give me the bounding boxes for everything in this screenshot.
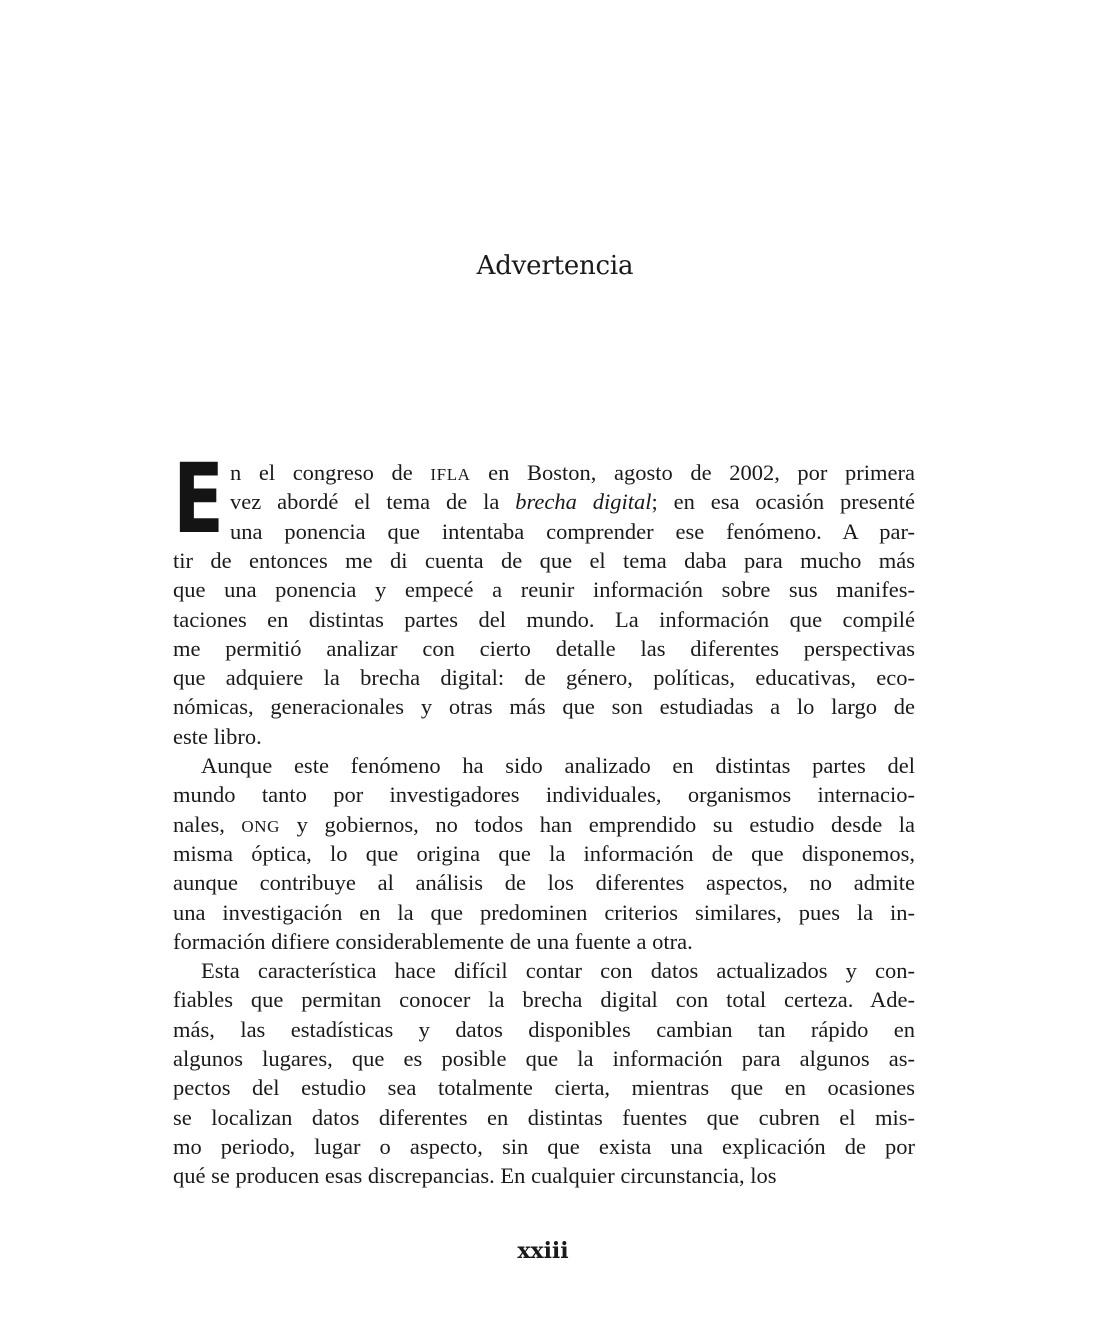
text-line	[230, 487, 915, 516]
page-number: xxiii	[517, 1238, 569, 1264]
text-line	[173, 780, 915, 809]
text-segment: qué se producen esas discrepancias. En cualquier circunstancia, los	[173, 1163, 777, 1189]
text-segment: mundo tanto por investigadores individuales, organismos internacio-	[173, 782, 915, 808]
text-line	[173, 1161, 915, 1190]
text-segment: n el congreso de	[230, 460, 431, 485]
text-line	[173, 546, 915, 575]
text-line	[173, 927, 915, 956]
text-segment: que adquiere la brecha digital: de género, políticas, educativas, eco-	[173, 665, 915, 691]
text-segment: taciones en distintas partes del mundo. La información que compilé	[173, 606, 915, 632]
text-line	[173, 1044, 915, 1073]
text-line	[173, 663, 915, 692]
text-line	[173, 722, 915, 751]
text-segment: Esta característica hace difícil contar con datos actualizados y con-	[201, 958, 915, 984]
drop-cap	[173, 443, 224, 555]
text-line	[230, 458, 915, 487]
text-line	[173, 634, 915, 663]
text-segment: este libro.	[173, 723, 262, 749]
drop-cap-letter: E	[173, 443, 224, 555]
text-line	[173, 898, 915, 927]
text-segment: mo periodo, lugar o aspecto, sin que exista una explicación de por	[173, 1133, 915, 1159]
text-segment: algunos lugares, que es posible que la información para algunos as-	[173, 1046, 915, 1071]
text-segment: Aunque este fenómeno ha sido analizado en distintas partes del	[201, 753, 915, 778]
text-segment: nales,	[173, 811, 242, 837]
text-line	[173, 605, 915, 634]
text-line	[201, 956, 915, 985]
text-segment: fiables que permitan conocer la brecha digital con total certeza. Ade-	[173, 987, 915, 1013]
text-segment: vez abordé el tema de la	[230, 489, 516, 515]
acronym: IFLA	[430, 465, 471, 484]
text-line	[173, 810, 915, 839]
page-title: Advertencia	[476, 251, 634, 281]
text-line	[173, 839, 915, 868]
text-segment: misma óptica, lo que origina que la información de que disponemos,	[173, 840, 915, 866]
text-segment: pectos del estudio sea totalmente cierta, mientras que en ocasiones	[173, 1075, 915, 1101]
text-segment: se localizan datos diferentes en distintas fuentes que cubren el mis-	[173, 1104, 915, 1130]
text-segment: una ponencia que intentaba comprender ese fenómeno. A par-	[230, 518, 915, 544]
text-line	[173, 575, 915, 604]
text-line	[173, 1015, 915, 1044]
text-segment: en Boston, agosto de 2002, por primera	[470, 460, 915, 485]
text-segment: formación difiere considerablemente de una fuente a otra.	[173, 928, 693, 954]
text-line	[230, 517, 915, 546]
text-line	[173, 1103, 915, 1132]
text-line	[173, 1073, 915, 1102]
text-line	[173, 985, 915, 1014]
text-line	[173, 692, 915, 721]
text-line	[201, 751, 915, 780]
text-segment: ; en esa ocasión presenté	[651, 489, 915, 515]
acronym: ONG	[241, 816, 281, 836]
text-segment: y gobiernos, no todos han emprendido su estudio desde la	[280, 811, 915, 837]
text-segment: que una ponencia y empecé a reunir información sobre sus manifes-	[173, 577, 915, 603]
text-segment: me permitió analizar con cierto detalle las diferentes perspectivas	[173, 635, 915, 661]
emphasis-text: brecha digital	[515, 489, 652, 515]
text-segment: nómicas, generacionales y otras más que son estudiadas a lo largo de	[173, 694, 915, 720]
text-segment: una investigación en la que predominen criterios similares, pues la in-	[173, 899, 915, 925]
text-segment: más, las estadísticas y datos disponibles cambian tan rápido en	[173, 1016, 915, 1042]
text-segment: aunque contribuye al análisis de los diferentes aspectos, no admite	[173, 870, 915, 896]
text-segment: tir de entonces me di cuenta de que el tema daba para mucho más	[173, 547, 915, 573]
text-line	[173, 1132, 915, 1161]
text-line	[173, 868, 915, 897]
